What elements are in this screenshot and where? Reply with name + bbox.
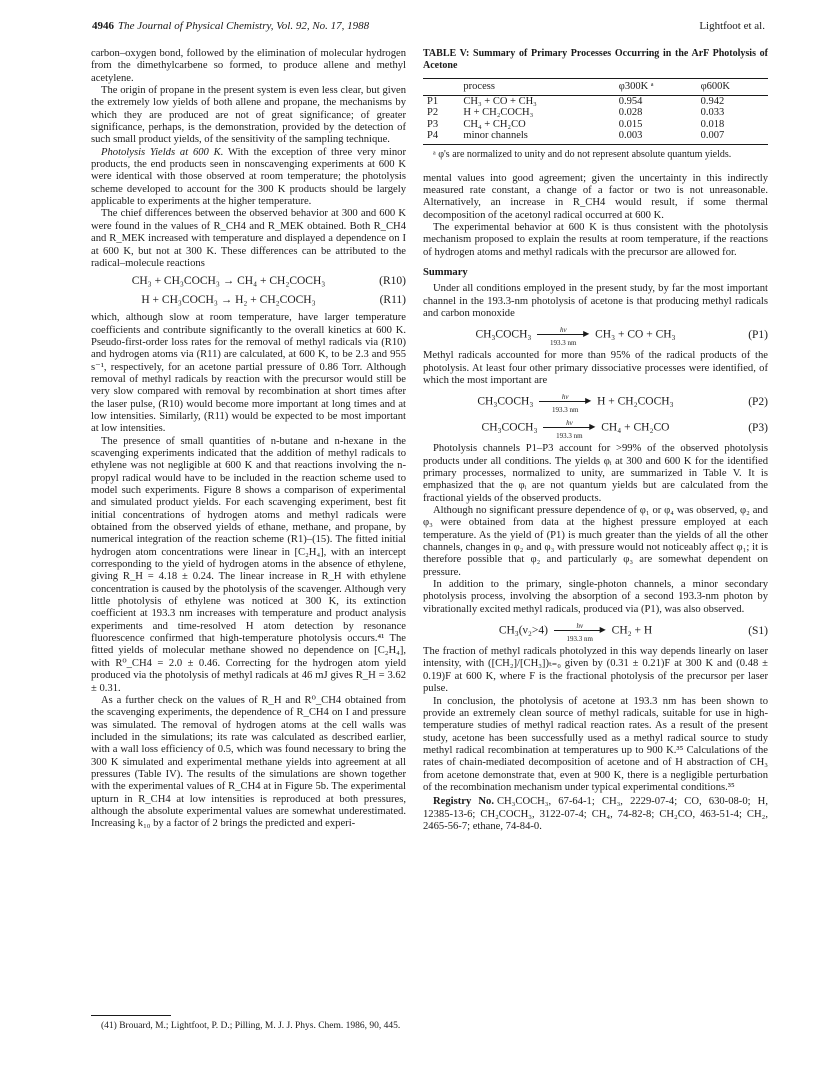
table-footnote: ᵃ φ's are normalized to unity and do not represent absolute quantum yields. — [433, 148, 732, 160]
equation-r10 — [91, 274, 406, 289]
paragraph — [91, 147, 406, 209]
table-cell: 0.015 — [618, 118, 643, 130]
arrow-label-top: hν — [566, 419, 573, 428]
equation-s1 — [423, 620, 768, 642]
table-cell: P1 — [427, 95, 439, 107]
run-in-heading: Photolysis Yields at 600 K. — [101, 146, 224, 158]
arrow-line — [539, 401, 586, 402]
equation-body — [423, 620, 728, 642]
arrow-label-top: hν — [576, 622, 584, 631]
table-cell: 0.033 — [700, 107, 725, 118]
equation-p1 — [423, 324, 768, 346]
paragraph: The origin of propane in the present system is even less clear, but given the extremely low yields of both allene and propane, the mechanisms by which they are produced are not of great significance; of greater significance, perhaps, is the demonstration, provided by the detection of such small product yields, of the sensitivity of the sampling technique. — [91, 85, 406, 146]
table-cell: 0.028 — [618, 107, 643, 118]
footnote-41: (41) Brouard, M.; Lightfoot, P. D.; Pilling, M. J. J. Phys. Chem. 1986, 90, 445. — [101, 1021, 401, 1031]
equation-tag: (P1) — [748, 328, 768, 341]
reactant: CH₃COCH₃ — [475, 328, 532, 341]
arrow-line — [554, 630, 601, 631]
table-cell: 0.003 — [615, 130, 697, 144]
table-header-cell: φ600K — [697, 79, 768, 96]
paragraph: In addition to the primary, single-photon channels, a minor secondary photolysis process, involving the absorption of a second 193.3-nm photon by vibrationally excited methyl radicals, produced via (P1), was also observed. — [423, 579, 768, 615]
table-v — [423, 78, 768, 145]
arrow-line — [537, 334, 584, 335]
reactant: CH₃COCH₃ — [481, 421, 538, 434]
photolysis-arrow — [537, 324, 589, 346]
paragraph: which, although slow at room temperature, have larger temperature coefficients and contribute significantly to the overall kinetics at 600 K. Pseudo-first-order loss rates for the removal of methyl radicals via (R10) and hydrogen atoms via (R11) are calculated, at 600 K, to be 2.3 and 955 s⁻¹, respectively, for an acetone partial pressure of 0.86 Torr. Although removal of methyl radicals by reaction with the precursor would still be very slow compared with removal by recombination at short times after the laser pulse, (R10) would become more important at long times and at low intensities. Similarly, (R11) would be expected to be most important at low intensities. — [91, 312, 406, 435]
registry-text: CH₃COCH₃, 67-64-1; CH₃, 2229-07-4; CO, 630-08-0; H, 12385-13-6; CH₂COCH₃, 3122-07-4; CH₄, 74-82-8; CH₂CO, 463-51-4; CH₂, 2465-56-7; ethane, 74-84-0. — [423, 796, 768, 832]
page-number: 4946 — [92, 20, 114, 32]
table-cell: H + CH₂COCH₃ — [463, 107, 534, 118]
paragraph: The experimental behavior at 600 K is thus consistent with the photolysis mechanism proposed to explain the results at room temperature, if the reactions of hydrogen atoms and methyl radicals with the precursor are allowed for. — [423, 221, 768, 258]
table-title: TABLE V: Summary of Primary Processes Occurring in the ArF Photolysis of Acetone — [423, 48, 768, 71]
table-header-cell: φ300K ᵃ — [615, 79, 697, 96]
equation-p3 — [423, 417, 768, 439]
arrow-label-top: hν — [559, 326, 567, 335]
paragraph: As a further check on the values of R_H and R⁰_CH4 obtained from the scavenging experiments, the dependence of R_CH4 on I and pressure was simulated. The removal of hydrogen atoms at the cell walls was included in the simulations; its rate was calculated as described earlier, with a wall loss efficiency of 0.5, which was found necessary to bring the 300 K simulated and experimental methane yields into agreement at all pressures (Table IV). The results of the simulations are shown together with the experimental values of R_CH4 at in Figure 5b. The experimental upturn in R_CH4 at low intensities is reproduced at both pressures, although the absolute experimental values are somewhat underestimated. Increasing k₁₀ by a factor of 2 brings the predicted and experi- — [91, 694, 406, 830]
table-cell: CH₄ + CH₂CO — [463, 118, 526, 130]
footnotes — [91, 1015, 406, 1032]
table-cell: 0.942 — [700, 95, 725, 107]
table-cell: minor channels — [459, 130, 614, 144]
journal-citation: The Journal of Physical Chemistry, Vol. 92, No. 17, 1988 — [118, 20, 370, 32]
paragraph: The chief differences between the observed behavior at 300 and 600 K were found in the values of R_CH4 and R_MEK obtained. Both R_CH4 and R_MEK increased with temperature and displayed a dependence on I at 600 K, but not at 300 K. These differences can be attributed to the radical–molecule reactions — [91, 208, 406, 269]
arrow-label-bottom: 193.3 nm — [551, 406, 579, 415]
section-heading-summary: Summary — [423, 266, 468, 278]
arrow-head-icon: ▶ — [585, 396, 592, 406]
equation-p2 — [423, 391, 768, 413]
equation-tag: (R11) — [379, 294, 406, 307]
table-cell: P4 — [423, 130, 459, 144]
photolysis-arrow — [554, 620, 606, 642]
equation-body — [423, 324, 728, 346]
arrow-line — [543, 427, 590, 428]
table-row — [423, 130, 768, 144]
arrow-head-icon: ▶ — [583, 329, 590, 339]
table-cell: 0.007 — [697, 130, 768, 144]
equation-tag: (P2) — [748, 395, 768, 408]
paragraph-text: With the exception of three very minor products, the end products seen in nonscavenging experiments at 600 K were identical with those observed at room temperature; the photolysis scheme developed to account for the 300 K products should be largely applicable to experiments at the higher temperature. — [91, 146, 406, 208]
reactant: CH₃(ν₂>4) — [498, 624, 548, 637]
products: CH₂ + H — [611, 624, 653, 637]
table-row — [423, 107, 768, 119]
equation-body: CH₃ + CH₃COCH₃ → CH₄ + CH₂COCH₃ — [131, 275, 326, 288]
paragraph: Under all conditions employed in the present study, by far the most important channel in the 193.3-nm photolysis of acetone is that producing methyl radicals and carbon monoxide — [423, 283, 768, 319]
arrow-label-bottom: 193.3 nm — [556, 432, 583, 441]
products: CH₃ + CO + CH₃ — [595, 328, 676, 341]
paragraph: The fraction of methyl radicals photolyzed in this way depends linearly on laser intensity, with ([CH₂]/[CH₃])ₜ₌₀ given by (0.31 ± 0.21)F at 300 K and (0.48 ± 0.19)F at 600 K, where F is the fractional photolysis of the precursor per laser pulse. — [423, 646, 768, 695]
arrow-label-bottom: 193.3 nm — [550, 339, 577, 348]
page-header — [92, 20, 765, 36]
arrow-head-icon: ▶ — [589, 422, 596, 432]
table-cell: 0.954 — [618, 95, 643, 107]
paragraph: Although no significant pressure dependence of φ₁ or φ₄ was observed, φ₂ and φ₃ were obtained from data at the highest pressure employed at each temperature. As the yield of (P1) is much greater than the yields of all the other channels, changes in φ₂ and φ₃ with pressure would not noticeably affect φ₁; it is therefore possible that φ₂ and particularly φ₃ are somewhat dependent on pressure. — [423, 505, 768, 578]
equation-body: H + CH₃COCH₃ → H₂ + CH₂COCH₃ — [141, 294, 316, 307]
header-left — [92, 20, 369, 32]
table-header-cell — [423, 79, 459, 96]
footnote-rule — [91, 1015, 171, 1016]
products: H + CH₂COCH₃ — [597, 395, 674, 408]
equation-body — [423, 391, 728, 413]
paragraph: In conclusion, the photolysis of acetone at 193.3 nm has been shown to provide an extremely clean source of methyl radicals, suitable for use in high-temperature studies of methyl radical reaction rates. As a result of the present study, acetone has been successfully used as a methyl radical source to study methyl radical recombination at temperatures up to 900 K.³⁵ Calculations of the rates of chain-mediated decomposition of acetone and of H abstraction of CH₃ from acetone demonstrate that, even at 900 K, there is a negligible perturbation of the recombination mechanism under typical experimental conditions.³⁵ — [423, 695, 768, 793]
equation-r11 — [91, 293, 406, 308]
products: CH₄ + CH₂CO — [601, 421, 670, 434]
equation-tag: (S1) — [748, 624, 768, 637]
arrow-label-bottom: 193.3 nm — [566, 635, 593, 644]
left-column — [91, 48, 406, 831]
registry-numbers — [423, 796, 768, 833]
table-row — [423, 119, 768, 131]
paragraph: Methyl radicals accounted for more than 95% of the radical products of the photolysis. At least four other primary dissociative processes were identified, of which the most important are — [423, 350, 768, 386]
table-header-cell: process — [459, 79, 614, 96]
equation-tag: (P3) — [748, 421, 768, 434]
table-cell: P2 — [427, 107, 439, 118]
table-row — [423, 95, 768, 107]
table-cell: P3 — [427, 118, 439, 130]
paragraph: mental values into good agreement; given the uncertainty in this indirectly measured rate constant, a change of a factor or two is not unreasonable. Alternatively, an increase in R_CH4 would result, if some thermal decomposition of the acetonyl radical occurred at 600 K. — [423, 172, 768, 221]
photolysis-arrow — [543, 417, 595, 439]
right-column — [423, 48, 768, 833]
reactant: CH₃COCH₃ — [477, 395, 534, 408]
arrow-label-top: hν — [561, 393, 569, 402]
paragraph: carbon–oxygen bond, followed by the elimination of molecular hydrogen from the dimethylcarbene so formed, to produce allene and methyl acetylene. — [91, 48, 406, 84]
paragraph: The presence of small quantities of n-butane and n-hexane in the scavenging experiments indicated that the addition of methyl radicals to ethylene was not negligible at 600 K and that reactions involving the n-propyl radical would have to be included in the reaction scheme used to model such experiments. Figure 8 shows a comparison of experimental and simulated product yields. For each scavenging experiment, best fit initial concentrations of hydrogen atoms and methyl radicals were obtained from the observed yields of ethane, methane, and propane, by numerical integration of the reaction scheme (R1)–(15). The fitted initial hydrogen atom concentrations were linear in [C₂H₄], with an intercept corresponding to the yield of hydrogen atoms in the absence of ethylene, giving R_H = 4.18 ± 0.24. The linear increase in R_H with ethylene concentration is caused by the photolysis of the scavenger. Although very little photolysis of ethylene was noticed at 300 K, its extinction coefficient at 193.3 nm increases with temperature and product analysis experiments and time-resolved H atom detection by resonance fluorescence confirmed that high-temperature photolysis occurs.⁴¹ The fitted yields of molecular methane showed no dependence on [C₂H₄], with R⁰_CH4 = 2.0 ± 0.46. Correcting for the hydrogen atom yield produced via the photolysis of methyl radicals at 46 mJ gives R_H = 3.62 ± 0.31. — [91, 435, 406, 694]
table-cell: 0.018 — [700, 118, 725, 130]
arrow-head-icon: ▶ — [599, 625, 606, 635]
equation-body — [423, 417, 728, 439]
paragraph: Photolysis channels P1–P3 account for >99% of the observed photolysis products under all conditions. The yields φᵢ at 300 and 600 K for the identified primary processes, normalized to unity, are summarized in Table V. It is emphasized that the φᵢ are not quantum yields but are calculated from the fractional yields of the observed products. — [423, 443, 768, 504]
table-header-row — [423, 79, 768, 96]
header-authors: Lightfoot et al. — [699, 20, 765, 32]
equation-tag: (R10) — [379, 275, 406, 288]
registry-label: Registry No. — [433, 796, 494, 808]
photolysis-arrow — [539, 391, 591, 413]
table-cell: CH₃ + CO + CH₃ — [463, 95, 537, 107]
